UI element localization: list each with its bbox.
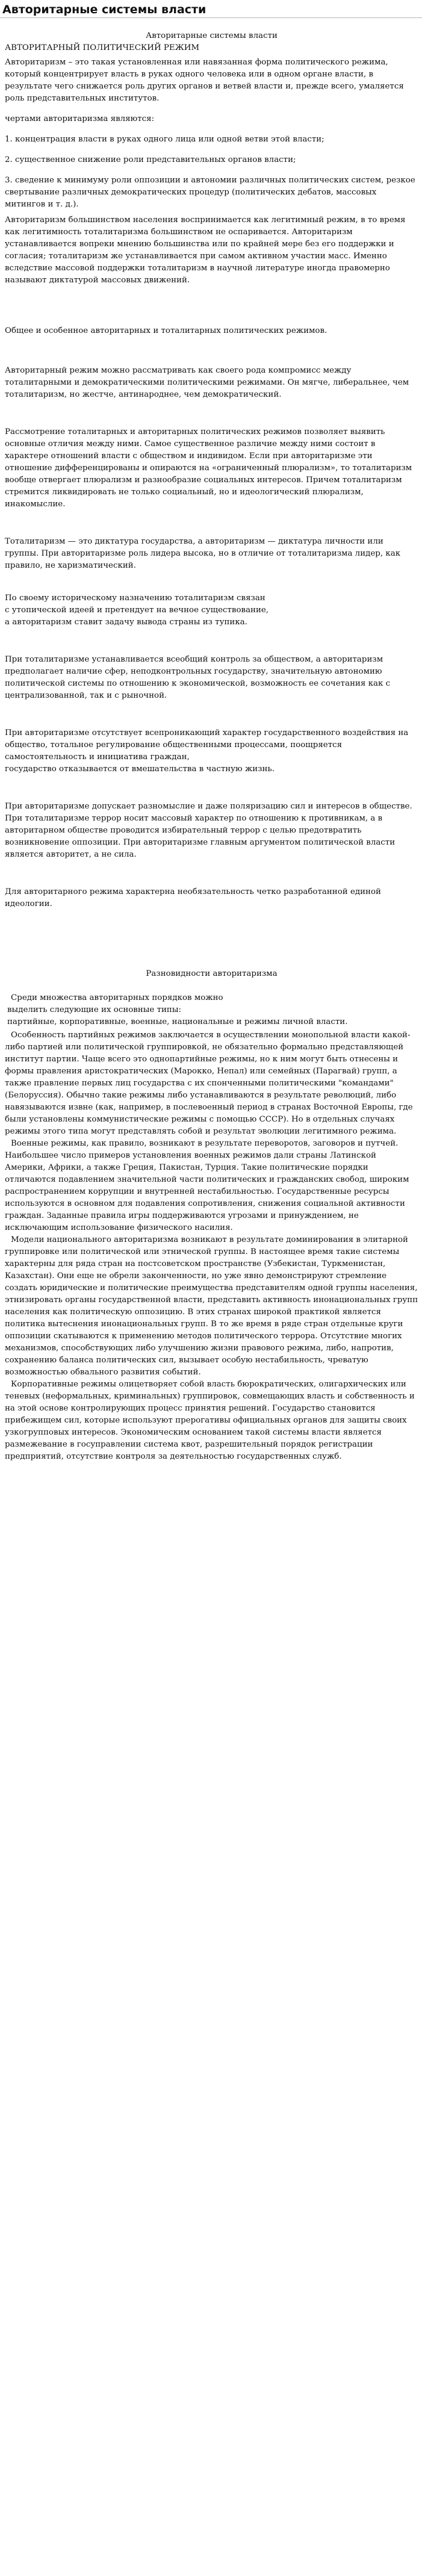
difference-paragraph: Рассмотрение тоталитарных и авторитарных политических режимов позволяет выявить основные отличия между ними. Самое существенное различие между ними состоит в характере отношений власти с обществом и индивидом. Если при авторитаризме эти отношение дифференцированы и опираются на «ограниченный плюрализм», то тоталитаризм вообще отвергает плюрализм и разнообразие социальных интересов. Причем тоталитаризм стремится ликвидировать не только социальный, но и идеологический плюрализм, инакомыслие. xyxy=(5,427,412,509)
definition-paragraph: Авторитаризм – это такая установленная или навязанная форма политического режима, который концентрирует власть в руках одного человека или в одном органе власти, в результате чего снижается роль других органов и ветвей власти и, прежде всего, умаляется роль представительных институтов. xyxy=(5,58,404,103)
purpose-line: с утопической идеей и претендует на вечное существование, xyxy=(5,606,269,615)
varieties-intro-line: Среди множества авторитарных порядков можно xyxy=(11,993,223,1002)
party-regimes-paragraph: Особенность партийных режимов заключается в осуществлении монопольной власти какой-либо партией или политической группировкой, не обязательно формально представляющей институт партии. Чаще всего это однопартийные режимы, но к ним могут быть отнесены и формы правления аристократических (Марокко, Непал) или семейных (Парагвай) групп, а также правление первых лиц государства с их спонченными политическими "командами" (Белоруссия). Обычно такие режимы либо устанавливаются в результате революций, либо навязываются извне (как, например, в послевоенный период в странах Восточной Европы, где были установлены коммунистические режимы с помощью СССР). Но в отдельных случаях режимы этого типа могут представлять собой и результат эволюции легитимного режима. xyxy=(5,1031,413,1136)
absence-line: государство отказывается от вмешательства в частную жизнь. xyxy=(5,765,275,774)
national-regimes-paragraph: Модели национального авторитаризма возникают в результате доминирования в элитарной группировке или политической или этнической группы. В настоящее время такие системы характерны для ряда стран на постсоветском пространстве (Узбекистан, Туркменистан, Казахстан). Они еще не обрели законченности, но уже явно демонстрируют стремление создать юридические и политические преимущества представителям одной группы населения, этнизировать органы государственной власти, представить активность инонациональных групп населения как политическую оппозицию. В этих странах широкой практикой является политика вытеснения инонациональных групп. В то же время в ряде стран отдельные круги оппозиции скатываются к применению методов политического террора. Отсутствие многих механизмов, способствующих либо улучшению жизни правового режима, либо, напротив, сохранению баланса политических сил, вызывает особую нестабильность, чреватую возможностью обвального развития событий. xyxy=(5,1235,418,1377)
control-paragraph: При тоталитаризме устанавливается всеобщий контроль за обществом, а авторитаризм предполагает наличие сфер, неподконтрольных государству, значительную автономию политической системы по отношению к экономической, возможность ее сочетания как с централизованной, так и с рыночной. xyxy=(5,655,391,700)
trait-item: 3. сведение к минимуму роли оппозиции и автономии различных политических систем, резкое свертывание различных демократических процедур (политических дебатов, массовых митингов и т. д.). xyxy=(5,176,415,209)
document-body xyxy=(0,18,422,1463)
general-section-title: Общее и особенное авторитарных и тоталитарных политических режимов. xyxy=(5,326,327,335)
varieties-intro xyxy=(5,992,418,1028)
ideology-paragraph: Для авторитарного режима характерна необязательность четко разработанной единой идеологии. xyxy=(5,887,381,908)
purpose-paragraph xyxy=(5,592,418,628)
dictatorship-paragraph: Тоталитаризм — это диктатура государства, а авторитаризм — диктатура личности или группы. При авторитаризме роль лидера высока, но в отличие от тоталитаризма лидер, как правило, не харизматический. xyxy=(5,537,401,570)
disagreement-paragraph: При авторитаризме допускает разномыслие и даже поляризацию сил и интересов в обществе. При тоталитаризме террор носит массовый характер по отношению к противникам, а в авторитарном обществе проводится избирательный террор с целью предотвратить возникновение оппозиции. При авторитаризме главным аргументом политической власти является авторитет, а не сила. xyxy=(5,802,412,859)
purpose-line: По своему историческому назначению тоталитаризм связан xyxy=(5,594,265,603)
traits-intro: чертами авторитаризма являются: xyxy=(5,114,155,123)
varieties-section-title: Разновидности авторитаризма xyxy=(146,969,278,978)
page-header xyxy=(0,0,422,18)
absence-paragraph xyxy=(5,727,418,775)
absence-line: При авторитаризме отсутствует всепроникающий характер государственного воздействия на общество, тотальное регулирование общественными процессами, поощряется самостоятельность и инициатива граждан, xyxy=(5,728,409,762)
purpose-line: а авторитаризм ставит задачу вывода страны из тупика. xyxy=(5,618,247,627)
perception-paragraph: Авторитаризм большинством населения воспринимается как легитимный режим, в то время как легитимность тоталитаризма большинством не оспаривается. Авторитаризм устанавливается вопреки мнению большинства или по крайней мере без его поддержки и согласия; тоталитаризм же устанавливается при самом активном участии масс. Именно вследствие массовой поддержки тоталитаризм в научной литературе иногда правомерно называют диктатурой массовых движений. xyxy=(5,216,406,285)
military-regimes-paragraph: Военные режимы, как правило, возникают в результате переворотов, заговоров и путчей. Наибольшее число примеров установления военных режимов дали страны Латинской Америки, Африки, а также Греция, Пакистан, Турция. Такие политические порядки отличаются подавлением значительной части политических и гражданских свобод, широким распространением коррупции и внутренней нестабильностью. Государственные ресурсы используются в основном для подавления сопротивления, снижения социальной активности граждан. Заданные правила игры поддерживаются угрозами и принуждением, не исключающим использование физического насилия. xyxy=(5,1139,409,1232)
varieties-intro-line: партийные, корпоративные, военные, национальные и режимы личной власти. xyxy=(7,1017,348,1026)
compromise-paragraph: Авторитарный режим можно рассматривать как своего рода компромисс между тоталитарными и демократическими политическими режимами. Он мягче, либеральнее, чем тоталитаризм, но жестче, антинароднее, чем демократический. xyxy=(5,366,409,399)
doc-title: Авторитарные системы власти xyxy=(146,31,278,40)
trait-item: 1. концентрация власти в руках одного лица или одной ветви этой власти; xyxy=(5,135,324,144)
varieties-intro-line: выделить следующие их основные типы: xyxy=(7,1005,182,1014)
trait-item: 2. существенное снижение роли представительных органов власти; xyxy=(5,155,296,164)
page-heading: Авторитарные системы власти xyxy=(2,3,206,16)
corporate-regimes-paragraph: Корпоративные режимы олицетворяет собой власть бюрократических, олигархических или теневых (неформальных, криминальных) группировок, совмещающих власть и собственность и на этой основе контролирующих процесс принятия решений. Государство становится прибежищем сил, которые используют прерогативы официальных органов для защиты своих узкогрупповых интересов. Экономическим основанием такой системы власти является размежевание в госуправлении система квот, разрешительный порядок регистрации предприятий, отсутствие контроля за деятельностью государственных служб. xyxy=(5,1380,415,1461)
doc-subtitle: АВТОРИТАРНЫЙ ПОЛИТИЧЕСКИЙ РЕЖИМ xyxy=(5,43,200,52)
